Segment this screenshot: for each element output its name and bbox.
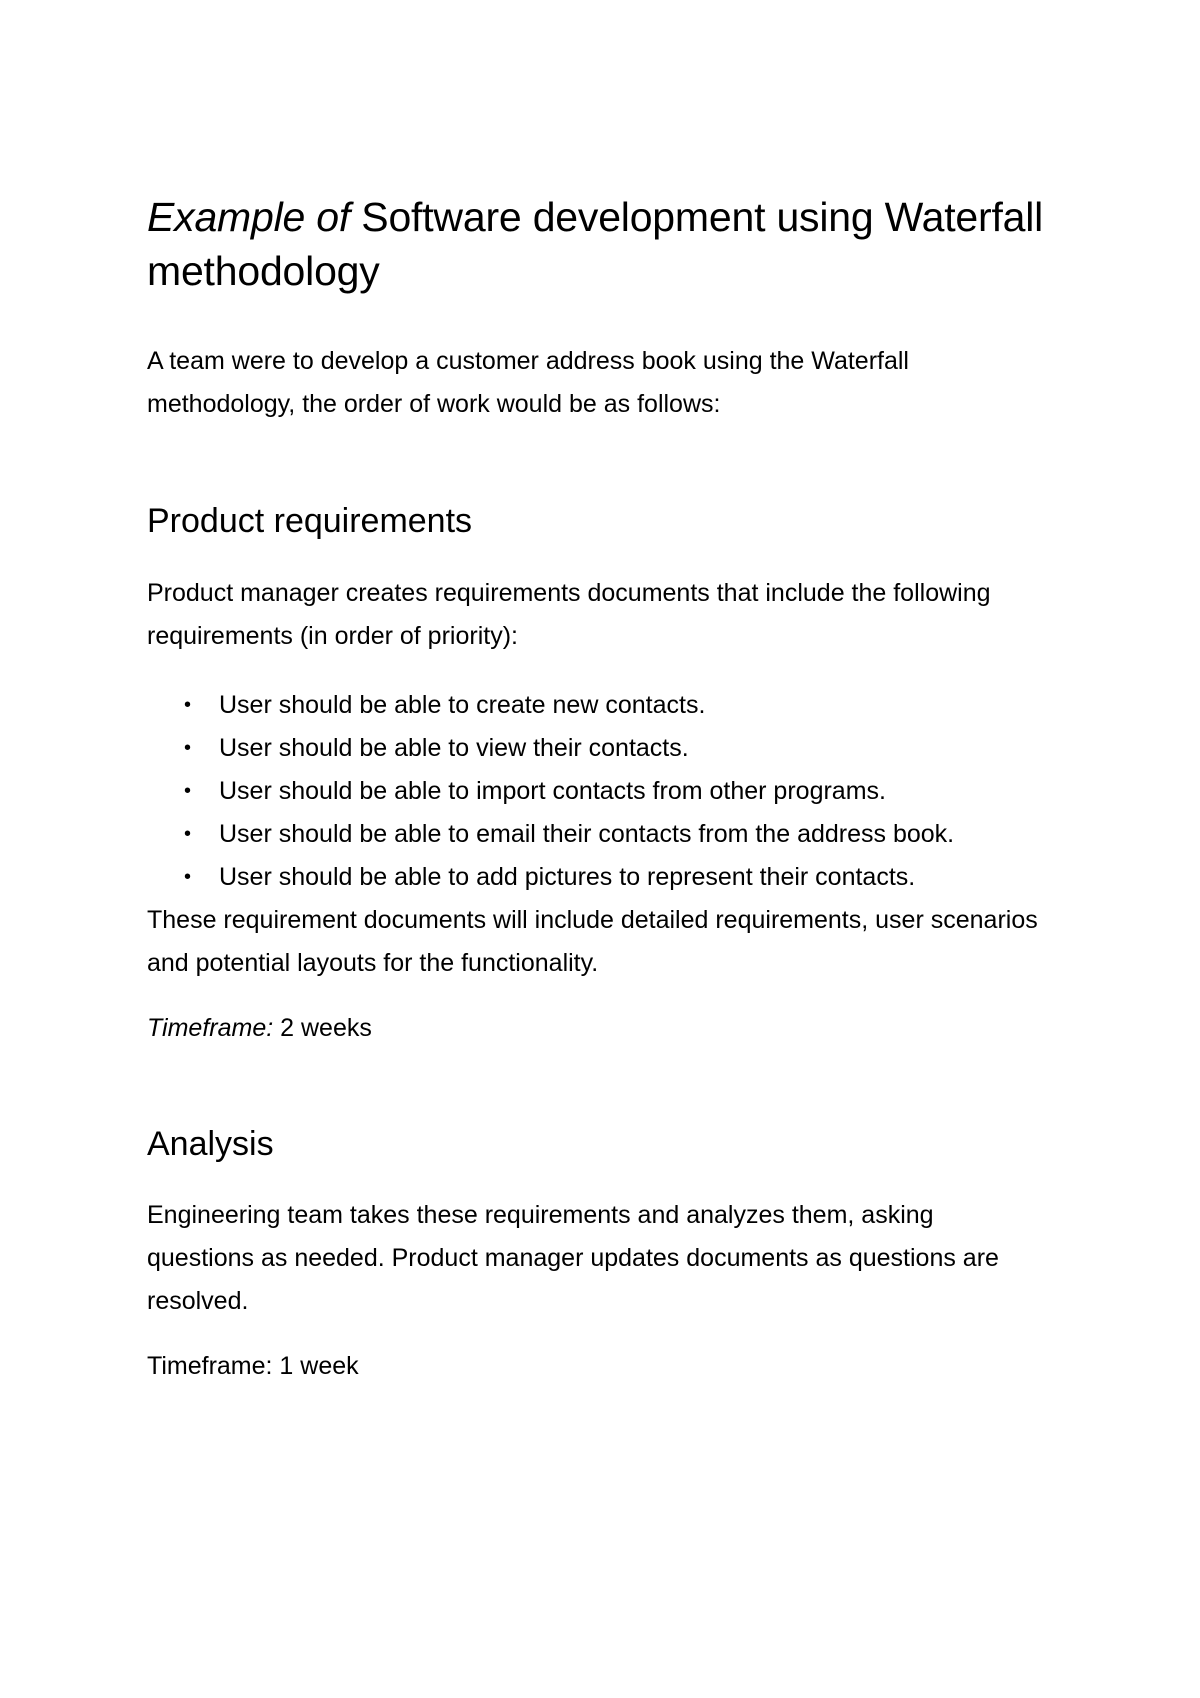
analysis-paragraph: Engineering team takes these requirements and analyzes them, asking questions as needed. Product manager updates documents as questions are resolved. — [147, 1201, 999, 1315]
list-item-text: User should be able to add pictures to represent their contacts. — [219, 863, 916, 891]
list-item — [147, 813, 1047, 856]
requirements-followup-paragraph: These requirement documents will include detailed requirements, user scenarios and potential layouts for the functionality. — [147, 906, 1038, 977]
list-item-text: User should be able to view their contacts. — [219, 734, 689, 762]
title-rest: Software development using Waterfall methodology — [147, 194, 1044, 294]
requirements-list — [147, 684, 1047, 899]
bullet-icon: • — [184, 737, 192, 759]
timeframe-analysis — [147, 1345, 1047, 1388]
list-item-text: User should be able to import contacts from other programs. — [219, 777, 886, 805]
section-heading-product-requirements: Product requirements — [147, 502, 473, 540]
list-item-text: User should be able to email their contacts from the address book. — [219, 820, 955, 848]
section-heading-analysis: Analysis — [147, 1125, 274, 1163]
list-item — [147, 727, 1047, 770]
bullet-icon: • — [184, 780, 192, 802]
timeframe-product-requirements — [147, 1007, 1047, 1050]
requirements-paragraph: Product manager creates requirements documents that include the following requirements (in order of priority): — [147, 579, 991, 650]
list-item-text: User should be able to create new contacts. — [219, 691, 706, 719]
title-italic-part: Example of — [147, 194, 351, 240]
document-title — [147, 190, 1047, 298]
timeframe-value: 2 weeks — [273, 1014, 372, 1042]
timeframe-label: Timeframe: — [147, 1014, 274, 1042]
timeframe-value: 1 week — [272, 1352, 359, 1380]
bullet-icon: • — [184, 866, 192, 888]
list-item — [147, 856, 1047, 899]
intro-paragraph: A team were to develop a customer address book using the Waterfall methodology, the order of work would be as follows: — [147, 347, 909, 418]
timeframe-label: Timeframe: — [147, 1352, 273, 1380]
bullet-icon: • — [184, 823, 192, 845]
list-item — [147, 770, 1047, 813]
document-page — [147, 190, 1047, 1388]
list-item — [147, 684, 1047, 727]
bullet-icon: • — [184, 694, 192, 716]
